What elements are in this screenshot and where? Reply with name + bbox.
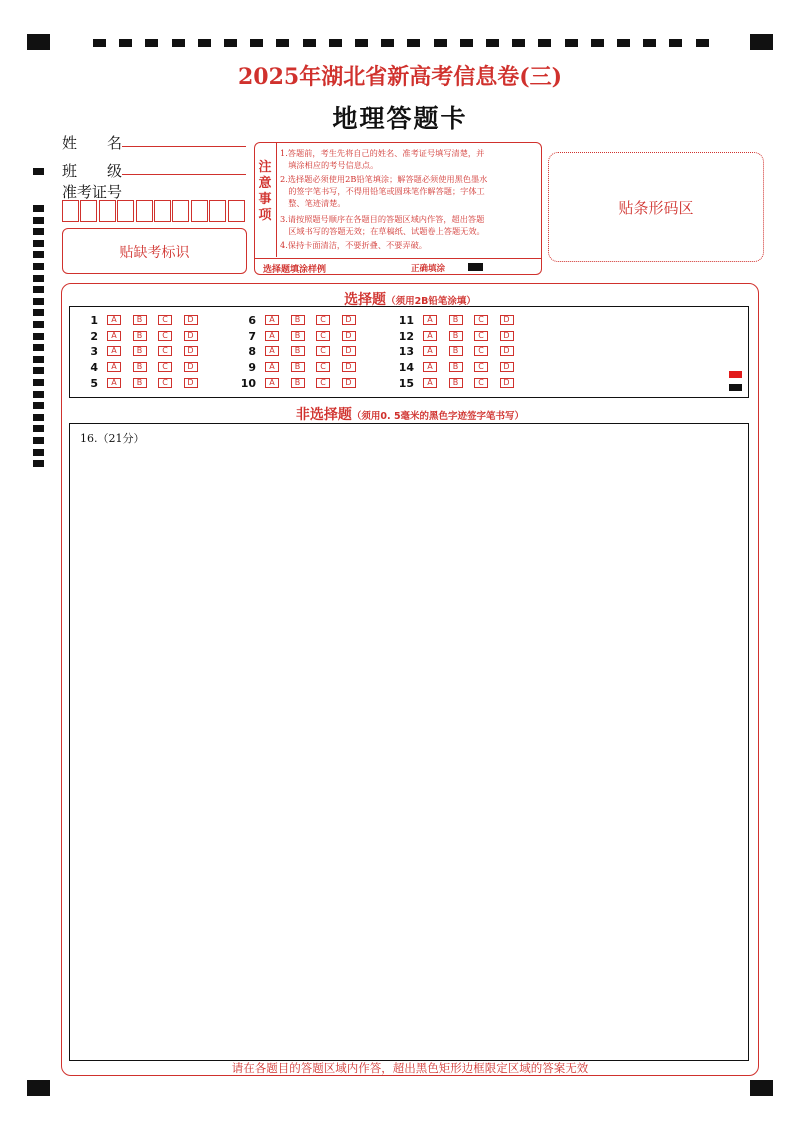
registration-mark-bottom-left bbox=[27, 1080, 50, 1096]
timing-mark bbox=[33, 437, 44, 444]
timing-mark bbox=[33, 460, 44, 467]
option-bubble-c[interactable]: C bbox=[474, 331, 488, 341]
option-bubble-b[interactable]: B bbox=[291, 378, 305, 388]
option-bubble-c[interactable]: C bbox=[158, 331, 172, 341]
timing-mark bbox=[303, 39, 316, 47]
timing-mark bbox=[538, 39, 551, 47]
timing-mark bbox=[33, 356, 44, 363]
option-bubble-c[interactable]: C bbox=[316, 331, 330, 341]
option-bubble-a[interactable]: A bbox=[423, 362, 437, 372]
option-bubble-b[interactable]: B bbox=[291, 362, 305, 372]
question-16-label: 16.（21分） bbox=[80, 432, 145, 445]
question-number: 15 bbox=[398, 376, 414, 390]
timing-mark bbox=[145, 39, 158, 47]
option-bubble-b[interactable]: B bbox=[449, 331, 463, 341]
question-number: 5 bbox=[90, 376, 98, 390]
answer-sheet-title: 地理答题卡 bbox=[332, 104, 468, 133]
timing-mark bbox=[486, 39, 499, 47]
question-number: 11 bbox=[398, 314, 414, 327]
exam-id-label: 准考证号 bbox=[62, 183, 123, 201]
option-bubble-d[interactable]: D bbox=[342, 331, 356, 341]
notice-title: 注 意 事 项 bbox=[258, 160, 272, 223]
option-bubble-c[interactable]: C bbox=[158, 346, 172, 356]
question-number: 14 bbox=[398, 361, 414, 375]
free-section-title: 非选择题 bbox=[295, 407, 352, 423]
option-bubble-a[interactable]: A bbox=[265, 331, 279, 341]
option-bubble-d[interactable]: D bbox=[500, 346, 514, 356]
choice-section-note: （须用2B铅笔涂填） bbox=[386, 296, 476, 307]
timing-mark bbox=[198, 39, 211, 47]
free-section-heading bbox=[0, 404, 800, 424]
question-number: 3 bbox=[90, 345, 98, 359]
timing-mark bbox=[119, 39, 132, 47]
option-bubble-a[interactable]: A bbox=[265, 378, 279, 388]
timing-mark bbox=[33, 379, 44, 386]
timing-mark bbox=[33, 205, 44, 212]
timing-mark bbox=[33, 391, 44, 398]
question-number: 6 bbox=[248, 314, 256, 327]
correct-fill-label: 正确填涂 bbox=[411, 264, 446, 274]
question-number: 8 bbox=[248, 345, 256, 359]
option-bubble-a[interactable]: A bbox=[265, 362, 279, 372]
option-bubble-a[interactable]: A bbox=[265, 315, 279, 325]
exam-id-digit-box[interactable] bbox=[136, 200, 153, 222]
option-bubble-c[interactable]: C bbox=[316, 362, 330, 372]
notice-line: 的签字笔书写，不得用铅笔或圆珠笔作解答题；字体工 bbox=[280, 186, 485, 196]
registration-mark-top-left bbox=[27, 34, 50, 50]
fill-sample-label: 选择题填涂样例 bbox=[263, 265, 327, 275]
notice-divider bbox=[276, 143, 277, 257]
option-bubble-c[interactable]: C bbox=[158, 378, 172, 388]
exam-id-digit-box[interactable] bbox=[117, 200, 134, 222]
option-bubble-d[interactable]: D bbox=[184, 331, 198, 341]
timing-mark bbox=[33, 263, 44, 270]
option-bubble-b[interactable]: B bbox=[133, 362, 147, 372]
timing-mark bbox=[33, 168, 44, 175]
option-bubble-b[interactable]: B bbox=[449, 315, 463, 325]
timing-mark bbox=[250, 39, 263, 47]
notice-line: 区域书写的答题无效；在草稿纸、试题卷上答题无效。 bbox=[280, 226, 485, 236]
timing-mark bbox=[643, 39, 656, 47]
option-bubble-b[interactable]: B bbox=[291, 315, 305, 325]
timing-mark bbox=[669, 39, 682, 47]
question-number: 10 bbox=[240, 376, 256, 390]
option-bubble-c[interactable]: C bbox=[474, 378, 488, 388]
option-bubble-d[interactable]: D bbox=[500, 362, 514, 372]
timing-mark bbox=[33, 425, 44, 432]
option-bubble-a[interactable]: A bbox=[423, 315, 437, 325]
timing-mark bbox=[93, 39, 106, 47]
timing-mark bbox=[329, 39, 342, 47]
option-bubble-c[interactable]: C bbox=[158, 362, 172, 372]
option-bubble-b[interactable]: B bbox=[133, 378, 147, 388]
option-bubble-c[interactable]: C bbox=[316, 346, 330, 356]
option-bubble-d[interactable]: D bbox=[342, 346, 356, 356]
timing-mark bbox=[355, 39, 368, 47]
exam-id-digit-box[interactable] bbox=[80, 200, 97, 222]
notice-line: 2.选择题必须使用2B铅笔填涂；解答题必须使用黑色墨水 bbox=[280, 174, 488, 184]
option-bubble-b[interactable]: B bbox=[291, 346, 305, 356]
option-bubble-a[interactable]: A bbox=[107, 346, 121, 356]
timing-mark bbox=[33, 228, 44, 235]
option-bubble-d[interactable]: D bbox=[184, 378, 198, 388]
option-bubble-d[interactable]: D bbox=[342, 362, 356, 372]
timing-mark bbox=[276, 39, 289, 47]
exam-id-digit-box[interactable] bbox=[154, 200, 171, 222]
notice-line: 填涂相应的考号信息点。 bbox=[280, 160, 379, 170]
timing-mark bbox=[33, 275, 44, 282]
exam-title: 2025年湖北省新高考信息卷(三) bbox=[237, 64, 563, 90]
timing-mark bbox=[617, 39, 630, 47]
question-number: 12 bbox=[398, 329, 414, 343]
question-number: 2 bbox=[90, 329, 98, 343]
option-bubble-a[interactable]: A bbox=[107, 331, 121, 341]
exam-id-digit-box[interactable] bbox=[209, 200, 226, 222]
missing-exam-label: 贴缺考标识 bbox=[119, 245, 190, 261]
timing-mark bbox=[381, 39, 394, 47]
option-bubble-a[interactable]: A bbox=[423, 331, 437, 341]
option-bubble-d[interactable]: D bbox=[500, 378, 514, 388]
option-bubble-d[interactable]: D bbox=[184, 315, 198, 325]
exam-id-digit-box[interactable] bbox=[191, 200, 208, 222]
timing-mark bbox=[591, 39, 604, 47]
timing-mark bbox=[224, 39, 237, 47]
option-bubble-c[interactable]: C bbox=[474, 346, 488, 356]
timing-mark bbox=[696, 39, 709, 47]
option-bubble-b[interactable]: B bbox=[449, 378, 463, 388]
sheet-marker-red bbox=[729, 371, 742, 378]
timing-mark bbox=[407, 39, 420, 47]
registration-mark-top-right bbox=[750, 34, 773, 50]
question-number: 13 bbox=[398, 345, 414, 359]
notice-line: 整、笔迹清楚。 bbox=[280, 198, 346, 208]
timing-mark bbox=[172, 39, 185, 47]
timing-mark bbox=[33, 321, 44, 328]
notice-line: 1.答题前，考生先将自己的姓名、准考证号填写清楚，并 bbox=[280, 148, 485, 158]
question-number: 7 bbox=[248, 329, 256, 343]
class-label: 班 级 bbox=[62, 162, 123, 180]
option-bubble-d[interactable]: D bbox=[342, 378, 356, 388]
exam-id-digit-box[interactable] bbox=[99, 200, 116, 222]
barcode-label: 贴条形码区 bbox=[618, 199, 694, 217]
option-bubble-a[interactable]: A bbox=[107, 378, 121, 388]
barcode-area bbox=[548, 152, 764, 262]
notice-line: 3.请按照题号顺序在各题目的答题区域内作答，超出答题 bbox=[280, 214, 485, 224]
timing-mark bbox=[33, 333, 44, 340]
free-answer-area[interactable] bbox=[69, 423, 749, 1061]
question-number: 9 bbox=[248, 361, 256, 375]
option-bubble-d[interactable]: D bbox=[184, 346, 198, 356]
class-field[interactable] bbox=[122, 174, 246, 175]
option-bubble-a[interactable]: A bbox=[265, 346, 279, 356]
timing-mark bbox=[33, 240, 44, 247]
correct-fill-sample bbox=[468, 263, 483, 271]
exam-id-digit-box[interactable] bbox=[172, 200, 189, 222]
option-bubble-b[interactable]: B bbox=[133, 315, 147, 325]
timing-mark bbox=[33, 449, 44, 456]
option-bubble-a[interactable]: A bbox=[107, 315, 121, 325]
option-bubble-a[interactable]: A bbox=[107, 362, 121, 372]
notice-sample-divider bbox=[255, 258, 541, 259]
timing-mark bbox=[33, 309, 44, 316]
timing-mark bbox=[565, 39, 578, 47]
exam-id-digit-box[interactable] bbox=[62, 200, 79, 222]
question-number: 1 bbox=[90, 314, 98, 327]
notice-line: 4.保持卡面清洁，不要折叠、不要弄破。 bbox=[280, 240, 427, 250]
option-bubble-b[interactable]: B bbox=[133, 331, 147, 341]
option-bubble-c[interactable]: C bbox=[316, 315, 330, 325]
timing-mark bbox=[460, 39, 473, 47]
option-bubble-b[interactable]: B bbox=[291, 331, 305, 341]
option-bubble-c[interactable]: C bbox=[474, 315, 488, 325]
free-section-note: （须用0. 5毫米的黑色字迹签字笔书写） bbox=[351, 411, 525, 422]
timing-mark bbox=[434, 39, 447, 47]
option-bubble-b[interactable]: B bbox=[449, 346, 463, 356]
timing-mark bbox=[33, 217, 44, 224]
option-bubble-d[interactable]: D bbox=[500, 331, 514, 341]
option-bubble-a[interactable]: A bbox=[423, 378, 437, 388]
timing-mark bbox=[512, 39, 525, 47]
option-bubble-d[interactable]: D bbox=[500, 315, 514, 325]
option-bubble-c[interactable]: C bbox=[316, 378, 330, 388]
timing-mark bbox=[33, 367, 44, 374]
choice-section-title: 选择题 bbox=[344, 292, 387, 308]
option-bubble-c[interactable]: C bbox=[474, 362, 488, 372]
option-bubble-c[interactable]: C bbox=[158, 315, 172, 325]
sheet-marker-black bbox=[729, 384, 742, 391]
exam-id-digit-box[interactable] bbox=[228, 200, 245, 222]
footer-warning: 请在各题目的答题区域内作答，超出黑色矩形边框限定区域的答案无效 bbox=[231, 1061, 589, 1075]
timing-mark bbox=[33, 251, 44, 258]
option-bubble-a[interactable]: A bbox=[423, 346, 437, 356]
name-label: 姓 名 bbox=[62, 134, 123, 152]
missing-exam-sticker-area bbox=[62, 228, 247, 274]
question-number: 4 bbox=[90, 361, 98, 375]
option-bubble-b[interactable]: B bbox=[133, 346, 147, 356]
registration-mark-bottom-right bbox=[750, 1080, 773, 1096]
option-bubble-d[interactable]: D bbox=[342, 315, 356, 325]
option-bubble-d[interactable]: D bbox=[184, 362, 198, 372]
name-field[interactable] bbox=[122, 146, 246, 147]
option-bubble-b[interactable]: B bbox=[449, 362, 463, 372]
timing-mark bbox=[33, 344, 44, 351]
